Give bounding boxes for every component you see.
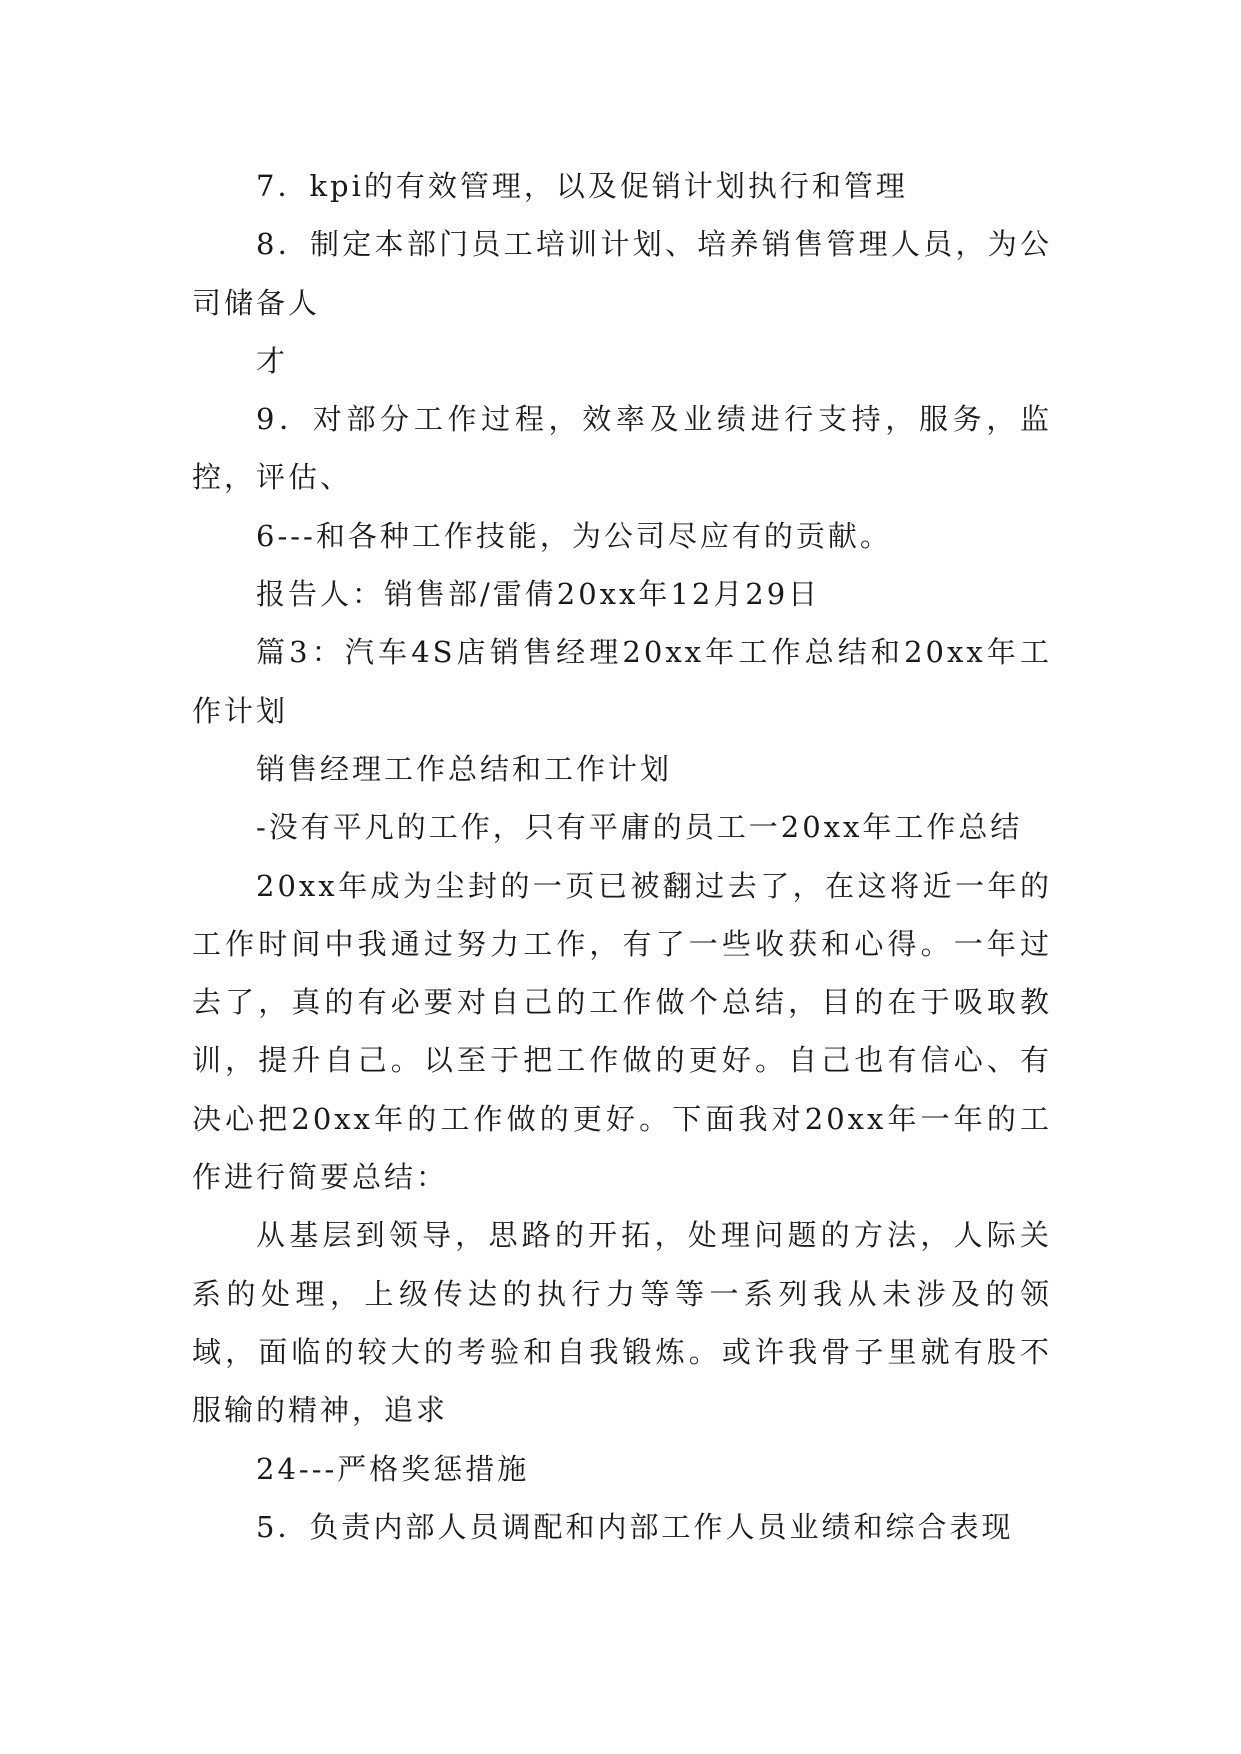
paragraph-item-24-rewards: 24---严格奖惩措施 [256, 1451, 530, 1486]
report-signature: 报告人：销售部/雷倩20xx年12月29日 [256, 577, 821, 612]
paragraph-item-5-staffing: 5．负责内部人员调配和内部工作人员业绩和综合表现 [256, 1509, 1014, 1544]
paragraph-item-6-skills: 6---和各种工作技能，为公司尽应有的贡献。 [256, 518, 892, 553]
paragraph-item-7-kpi: 7．kpi的有效管理，以及促销计划执行和管理 [256, 169, 908, 203]
paragraph-growth: 从基层到领导，思路的开拓，处理问题的方法，人际关系的处理，上级传达的执行力等等一系列我从未涉及的领域，面临的较大的考验和自我锻炼。或许我骨子里就有股不服输的精神，追求 [192, 1218, 1052, 1428]
section-motto: -没有平凡的工作，只有平庸的员工一20xx年工作总结 [256, 810, 1023, 845]
section-subtitle: 销售经理工作总结和工作计划 [256, 751, 673, 786]
paragraph-intro: 20xx年成为尘封的一页已被翻过去了，在这将近一年的工作时间中我通过努力工作，有了一些收获和心得。一年过去了，真的有必要对自己的工作做个总结，目的在于吸取教训，提升自己。以至于把工作做的更好。自己也有信心、有决心把20xx年的工作做的更好。下面我对20xx年一年的工作进行简要总结： [192, 868, 1052, 1195]
paragraph-item-9-support: 9．对部分工作过程，效率及业绩进行支持，服务，监控，评估、 [192, 402, 1052, 495]
section-heading: 篇3：汽车4S店销售经理20xx年工作总结和20xx年工作计划 [192, 635, 1052, 728]
paragraph-continuation: 才 [256, 343, 289, 378]
paragraph-item-8-training: 8．制定本部门员工培训计划、培养销售管理人员，为公司储备人 [192, 227, 1052, 320]
document-body [192, 157, 1052, 1556]
